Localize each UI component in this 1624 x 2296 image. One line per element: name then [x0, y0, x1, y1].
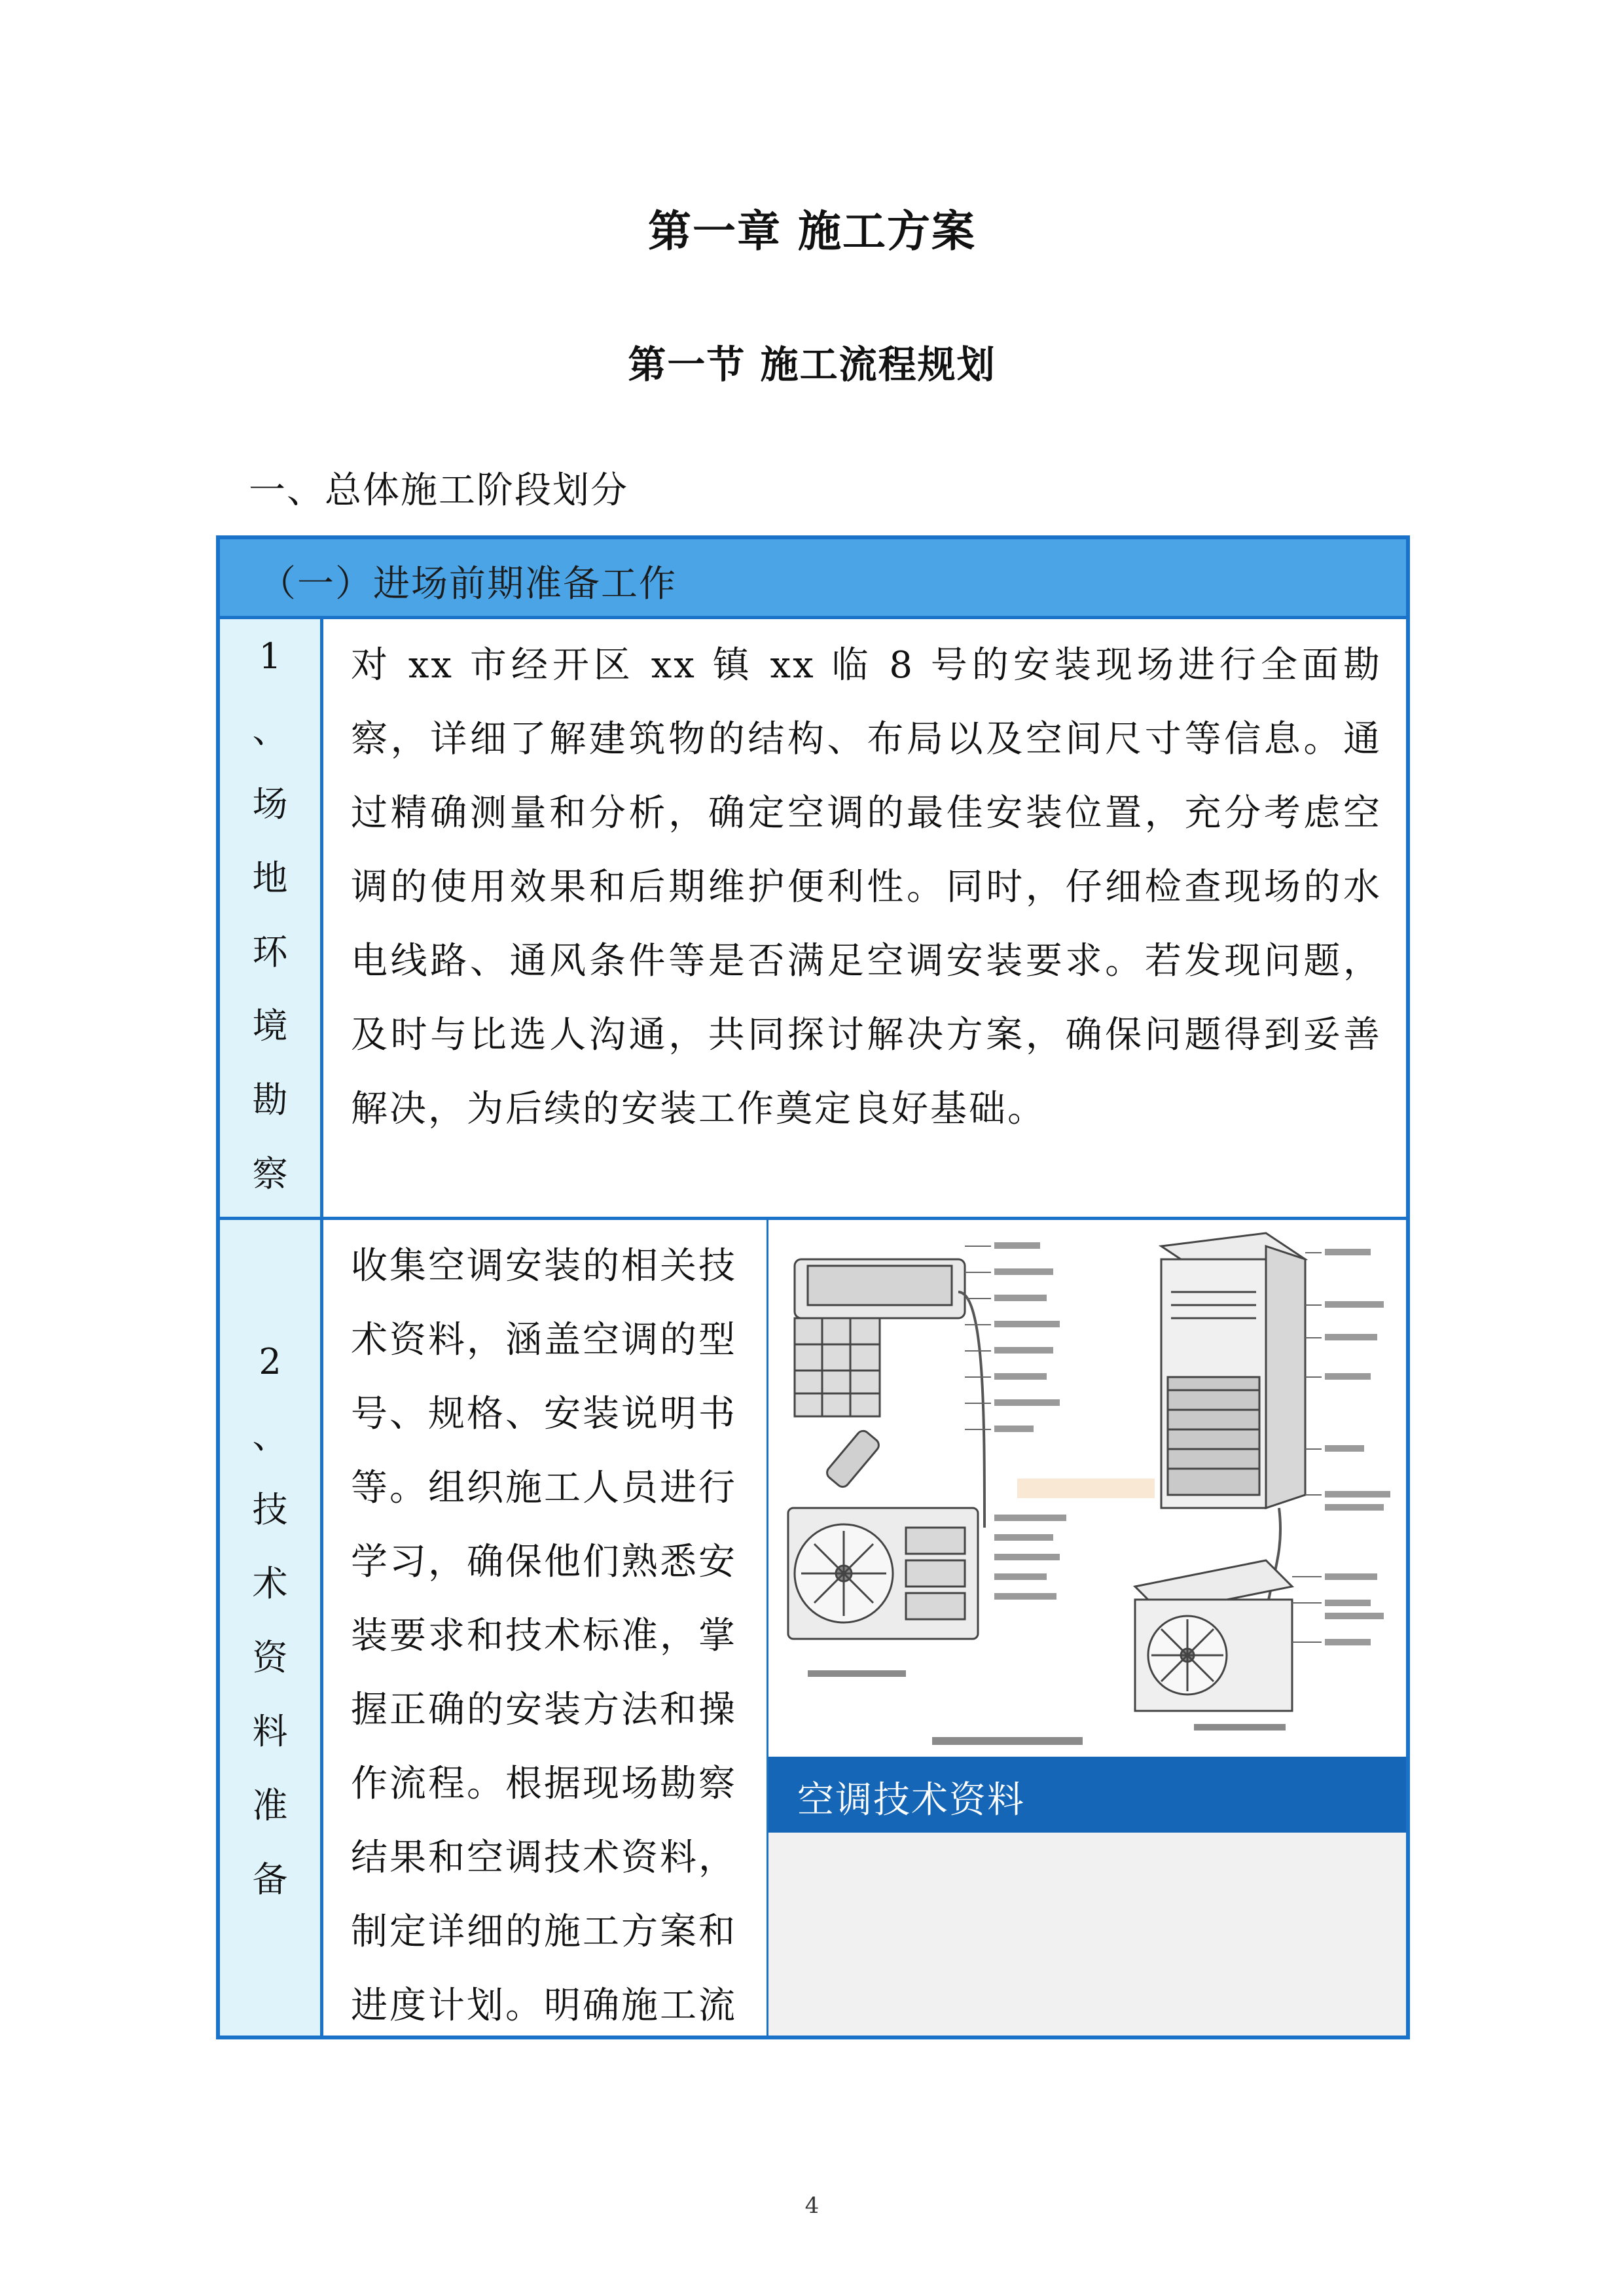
tech-docs-text: 收集空调安装的相关技术资料，涵盖空调的型号、规格、安装说明书等。组织施工人员进行学习，确保他们熟悉安装要求和技术标准，掌握正确的安装方法和操作流程。根据现场勘察结果和空调技术资料，制定详细的施工方案和进度计划。明确施工流 [351, 1245, 737, 2027]
row-label-vertical: 1 、 场 地 环 境 勘 察 [252, 636, 288, 1194]
row-label-cell [220, 1220, 323, 2036]
outdoor-unit-right [1135, 1560, 1292, 1711]
floor-standing-indoor-unit [1161, 1233, 1305, 1508]
chapter-title: 第一章 施工方案 [648, 206, 976, 257]
caption-bar-left [808, 1670, 906, 1677]
preparation-table [216, 535, 1410, 2039]
section-title: 第一节 施工流程规划 [628, 342, 996, 387]
diagram-illustration [768, 1220, 1406, 1757]
figure-caption: 空调技术资料 [797, 1779, 1025, 1821]
part-heading: 一、总体施工阶段划分 [249, 469, 628, 512]
figure-cell [767, 1220, 1406, 2036]
air-conditioner-structure-diagram [768, 1220, 1406, 1757]
banner-title: （一）进场前期准备工作 [259, 563, 677, 605]
figure-caption-bar [768, 1757, 1406, 1833]
site-survey-text: 对 xx 市经开区 xx 镇 xx 临 8 号的安装现场进行全面勘察，详细了解建筑物的结构、布局以及空间尺寸等信息。通过精确测量和分析，确定空调的最佳安装位置，充分考虑空调的使用效果和后期维护便利性。同时，仔细检查现场的水电线路、通风条件等是否满足空调安装要求。若发现问题，及时与比选人沟通，共同探讨解决方案，确保问题得到妥善解决，为后续的安装工作奠定良好基础。 [351, 644, 1382, 1130]
outdoor-unit-left [788, 1508, 978, 1639]
row-label-cell [220, 619, 323, 1217]
table-banner [220, 539, 1406, 619]
row-label-vertical: 2 、 技 术 资 料 准 备 [252, 1341, 288, 1900]
table-row-site-survey [220, 619, 1406, 1220]
table-row-tech-docs [220, 1220, 1406, 2036]
page-number: 4 [804, 2193, 820, 2219]
